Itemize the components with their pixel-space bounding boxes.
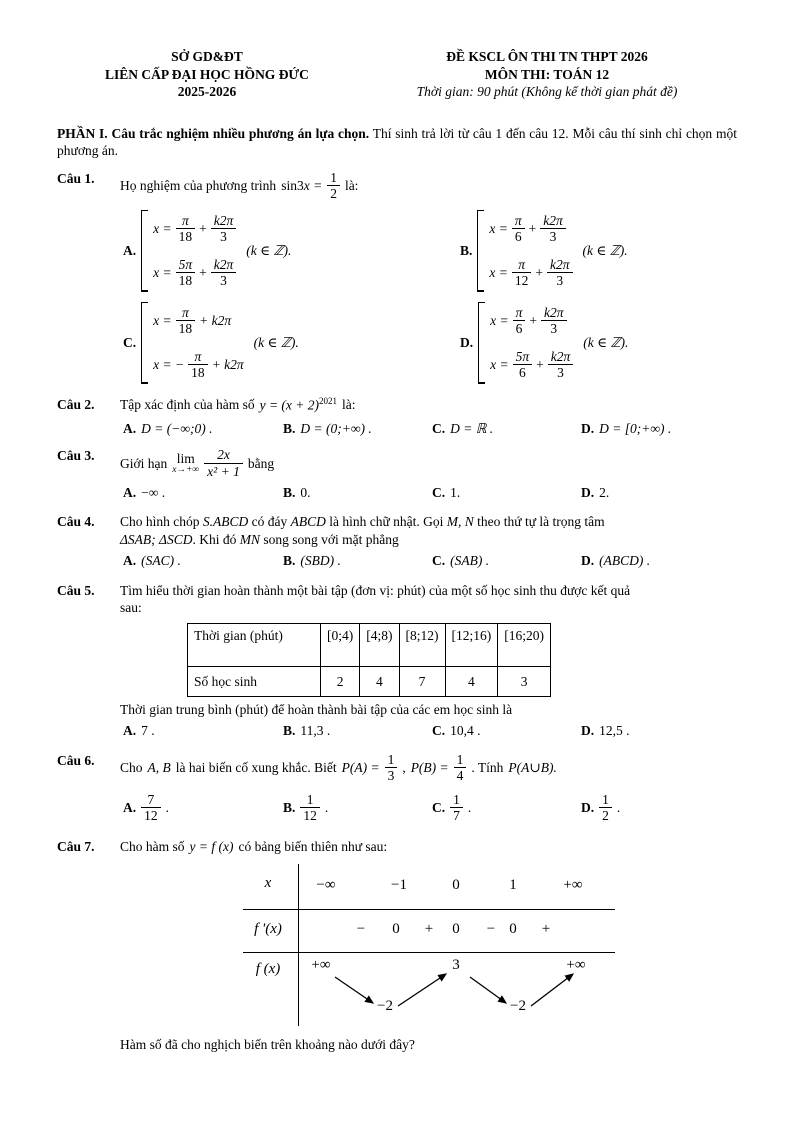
question-6-stem: Cho A, B là hai biến cố xung khắc. Biết P(A) = $\frac{1}{3}$ , P(B) = $\frac{1}{4}$ . Tính P(A∪B). xyxy=(120,751,557,784)
question-3 xyxy=(57,447,737,501)
q4-option-b: B. (SBD) . xyxy=(283,553,341,569)
q3-option-d: D. 2. xyxy=(581,484,610,500)
q1-equation: sin3x = xyxy=(281,177,323,193)
q6-option-b: B. $\frac{1}{12}$ . xyxy=(283,791,329,824)
q3-option-b: B. 0. xyxy=(283,484,311,500)
interval-cell: [0;4) xyxy=(321,623,360,666)
q4-option-c: C. (SAB) . xyxy=(432,553,490,569)
org-name-1: SỞ GD&ĐT xyxy=(171,49,243,64)
q6-option-c: C. $\frac{1}{7}$ . xyxy=(432,791,472,824)
limit-symbol: lim x→+∞ xyxy=(172,451,200,475)
f-value: −2 xyxy=(510,997,526,1014)
k-in-z: (k ∈ ℤ). xyxy=(582,243,628,259)
cases-bracket xyxy=(141,302,148,384)
row-label-f: f (x) xyxy=(255,960,281,977)
question-1-label: Câu 1. xyxy=(57,170,95,186)
k-in-z: (k ∈ ℤ). xyxy=(583,335,629,351)
exam-subject: MÔN THI: TOÁN 12 xyxy=(484,66,610,82)
q6-option-d: D. $\frac{1}{2}$ . xyxy=(581,791,621,824)
q3-options xyxy=(120,484,737,502)
q2-option-c: C. D = ℝ . xyxy=(432,420,494,436)
interval-cell: [4;8) xyxy=(360,623,399,666)
f-value: +∞ xyxy=(566,956,586,973)
x-value: 1 xyxy=(509,876,517,893)
q4-option-a: A. (SAC) . xyxy=(123,553,181,569)
q5-option-c: C. 10,4 . xyxy=(432,723,481,739)
q1-option-a: A. x = $\frac{\pi}{18}$ + $\frac{k2\pi}{3}$ x = $\frac{5\pi}{18}$ + $\frac{k2\pi}{3}$ (k ∈ ℤ). xyxy=(123,210,460,292)
count-cell: 7 xyxy=(399,666,445,696)
interval-cell: [8;12) xyxy=(399,623,445,666)
question-6 xyxy=(57,752,737,824)
variation-arrows xyxy=(243,864,615,1026)
part1-desc: Thí sinh trả lời từ câu 1 đến câu 12. Mỗi câu thí sinh chỉ chọn một phương án. xyxy=(57,125,737,159)
q4-options xyxy=(120,552,737,570)
sign: + xyxy=(541,920,551,937)
k-in-z: (k ∈ ℤ). xyxy=(253,335,299,351)
exam-duration: Thời gian: 90 phút (Không kể thời gian phát đề) xyxy=(416,84,678,100)
part1-intro xyxy=(57,125,737,160)
row-label-x: x xyxy=(264,874,272,891)
frequency-table xyxy=(187,623,551,697)
exponent: 2021 xyxy=(319,395,338,406)
q1-option-b: B. x = $\frac{\pi}{6}$ + $\frac{k2\pi}{3}$ x = $\frac{\pi}{12}$ + $\frac{k2\pi}{3}$ (k ∈ ℤ). xyxy=(460,210,737,292)
question-5 xyxy=(57,582,737,740)
school-year: 2025-2026 xyxy=(177,84,237,100)
variation-table xyxy=(243,864,615,1026)
question-5-stem: Tìm hiểu thời gian hoàn thành một bài tập (đơn vị: phút) của một số học sinh thu được kết quả sau: xyxy=(120,582,631,616)
option-label: D. xyxy=(460,335,474,351)
cases-bracket xyxy=(478,302,485,384)
sign: 0 xyxy=(392,920,400,937)
option-label: B. xyxy=(460,243,473,259)
q5-option-d: D. 12,5 . xyxy=(581,723,630,739)
q2-option-a: A. D = (−∞;0) . xyxy=(123,420,213,436)
cases-bracket xyxy=(477,210,484,292)
q1-text: Họ nghiệm của phương trình xyxy=(120,177,277,193)
sign: + xyxy=(424,920,434,937)
sign: − xyxy=(486,920,496,937)
q1-option-c: C. x = $\frac{\pi}{18}$ + k2π x = − $\frac{\pi}{18}$ + k2π (k ∈ ℤ). xyxy=(123,302,460,384)
question-7 xyxy=(57,838,737,1053)
q6-options xyxy=(120,792,737,824)
part1-title: PHẦN I. Câu trắc nghiệm nhiều phương án lựa chọn. xyxy=(57,125,370,141)
exam-title: ĐỀ KSCL ÔN THI TN THPT 2026 xyxy=(446,49,648,64)
x-value: −1 xyxy=(391,876,407,893)
question-2 xyxy=(57,396,737,438)
question-7-followup: Hàm số đã cho nghịch biến trên khoảng nào dưới đây? xyxy=(120,1036,415,1052)
q4-option-d: D. (ABCD) . xyxy=(581,553,651,569)
sign: − xyxy=(356,920,366,937)
option-label: C. xyxy=(123,335,137,351)
count-cell: 4 xyxy=(360,666,399,696)
x-value: −∞ xyxy=(316,876,336,893)
sign: 0 xyxy=(509,920,517,937)
q2-option-b: B. D = (0;+∞) . xyxy=(283,420,372,436)
org-name-2: LIÊN CẤP ĐẠI HỌC HỒNG ĐỨC xyxy=(105,66,309,82)
sign: 0 xyxy=(452,920,460,937)
interval-cell: [12;16) xyxy=(445,623,498,666)
q3-option-a: A. −∞ . xyxy=(123,484,166,500)
q5-option-b: B. 11,3 . xyxy=(283,723,331,739)
question-4 xyxy=(57,513,737,570)
x-value: 0 xyxy=(452,876,460,893)
q1-fraction: $\frac{1}{2}$ xyxy=(327,170,340,202)
q5-options xyxy=(120,722,737,740)
q2-option-d: D. D = [0;+∞) . xyxy=(581,420,672,436)
cases-bracket xyxy=(141,210,148,292)
header-left xyxy=(57,48,357,101)
f-value: 3 xyxy=(452,956,460,973)
f-value: −2 xyxy=(377,997,393,1014)
q1-text-post: là: xyxy=(344,177,359,193)
table-header-cell: Thời gian (phút) xyxy=(188,623,321,666)
q5-option-a: A. 7 . xyxy=(123,723,155,739)
question-3-stem: Giới hạn lim x→+∞ $\frac{2x}{\text{x² + 1}}$ bằng xyxy=(120,447,275,479)
count-cell: 4 xyxy=(445,666,498,696)
question-6-label: Câu 6. xyxy=(57,752,95,768)
k-in-z: (k ∈ ℤ). xyxy=(246,243,292,259)
question-7-stem: Cho hàm số y = f (x) có bảng biến thiên như sau: xyxy=(120,838,388,854)
question-2-stem: Tập xác định của hàm số $y = (x + 2)^{2021}$ là: xyxy=(120,395,356,413)
q3-fraction: $\frac{2x}{\text{x² + 1}}$ xyxy=(204,447,243,479)
q6-option-a: A. $\frac{7}{12}$ . xyxy=(123,791,169,824)
count-cell: 3 xyxy=(498,666,551,696)
header xyxy=(57,48,737,101)
question-1 xyxy=(57,170,737,384)
interval-cell: [16;20) xyxy=(498,623,551,666)
q1-option-d: D. x = $\frac{\pi}{6}$ + $\frac{k2\pi}{3}$ x = $\frac{5\pi}{6}$ + $\frac{k2\pi}{3}$ (k ∈ ℤ). xyxy=(460,302,737,384)
question-1-stem xyxy=(120,170,737,202)
question-3-label: Câu 3. xyxy=(57,448,95,464)
q3-option-c: C. 1. xyxy=(432,484,461,500)
table-header-cell: Số học sinh xyxy=(188,666,321,696)
option-label: A. xyxy=(123,243,137,259)
q2-options xyxy=(120,420,737,438)
x-value: +∞ xyxy=(563,876,583,893)
f-value: +∞ xyxy=(311,956,331,973)
question-5-label: Câu 5. xyxy=(57,582,95,598)
header-right xyxy=(357,48,737,101)
table-row xyxy=(188,666,551,696)
question-4-label: Câu 4. xyxy=(57,514,95,530)
count-cell: 2 xyxy=(321,666,360,696)
row-label-fprime: f '(x) xyxy=(254,920,282,937)
question-2-label: Câu 2. xyxy=(57,396,95,412)
question-5-followup: Thời gian trung bình (phút) để hoàn thành bài tập của các em học sinh là xyxy=(120,701,513,717)
q1-options xyxy=(120,210,737,384)
question-4-stem: Cho hình chóp S.ABCD có đáy ABCD là hình chữ nhật. Gọi M, N theo thứ tự là trọng tâm ΔSAB; ΔSCD. Khi đó MN song song với mặt phẳng xyxy=(120,514,605,547)
question-7-label: Câu 7. xyxy=(57,838,95,854)
table-row xyxy=(188,623,551,666)
